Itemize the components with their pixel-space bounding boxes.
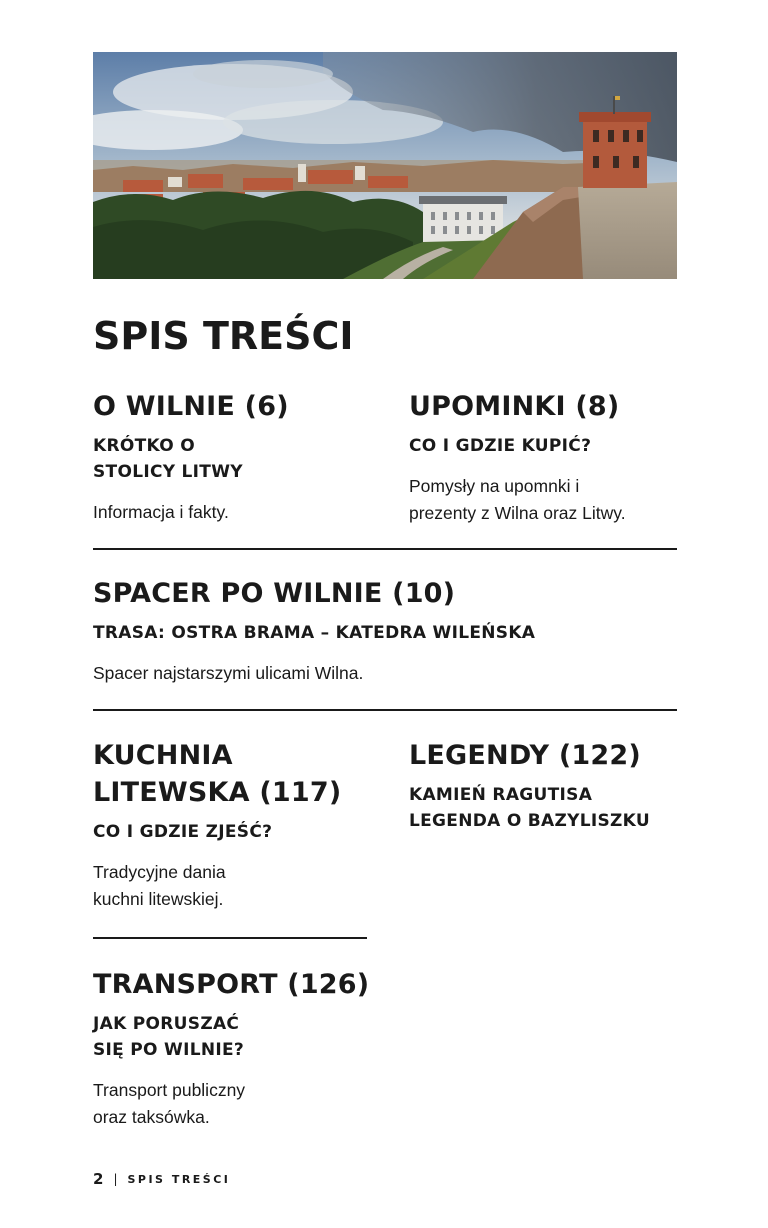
section-description: Transport publiczny oraz taksówka. <box>93 1080 246 1127</box>
divider <box>93 937 367 939</box>
footer-separator: | <box>113 1172 118 1186</box>
divider <box>93 548 677 550</box>
section-subtitle: CO I GDZIE ZJEŚĆ? <box>93 822 273 842</box>
section-title: LEGENDY (122) <box>409 740 641 771</box>
section-description: Informacja i fakty. <box>93 502 229 522</box>
toc-entry-legendy[interactable] <box>409 737 709 834</box>
toc-entry-kuchnia[interactable] <box>93 737 383 913</box>
hero-photo <box>93 52 677 279</box>
section-subtitle: KAMIEŃ RAGUTISA LEGENDA O BAZYLISZKU <box>409 785 650 831</box>
toc-entry-spacer[interactable] <box>93 575 677 687</box>
toc-entry-upominki[interactable] <box>409 388 709 527</box>
page-title: SPIS TREŚCI <box>93 314 354 358</box>
section-subtitle: TRASA: OSTRA BRAMA – KATEDRA WILEŃSKA <box>93 623 536 643</box>
section-subtitle: KRÓTKO O STOLICY LITWY <box>93 436 243 482</box>
section-subtitle: CO I GDZIE KUPIĆ? <box>409 436 592 456</box>
section-description: Tradycyjne dania kuchni litewskiej. <box>93 862 226 909</box>
section-title: O WILNIE (6) <box>93 391 289 422</box>
vilnius-panorama-image <box>93 52 677 279</box>
toc-entry-o-wilnie[interactable] <box>93 388 383 526</box>
section-title: SPACER PO WILNIE (10) <box>93 578 456 609</box>
section-title: UPOMINKI (8) <box>409 391 620 422</box>
toc-entry-transport[interactable] <box>93 966 413 1131</box>
section-title: KUCHNIA LITEWSKA (117) <box>93 740 342 808</box>
page-footer <box>93 1170 230 1188</box>
section-title: TRANSPORT (126) <box>93 969 370 1000</box>
divider <box>93 709 677 711</box>
page-number: 2 <box>93 1170 104 1188</box>
section-description: Pomysły na upomnki i prezenty z Wilna oraz Litwy. <box>409 476 626 523</box>
section-subtitle: JAK PORUSZAĆ SIĘ PO WILNIE? <box>93 1014 245 1060</box>
section-description: Spacer najstarszymi ulicami Wilna. <box>93 663 364 683</box>
footer-section-label: SPIS TREŚCI <box>127 1172 231 1186</box>
